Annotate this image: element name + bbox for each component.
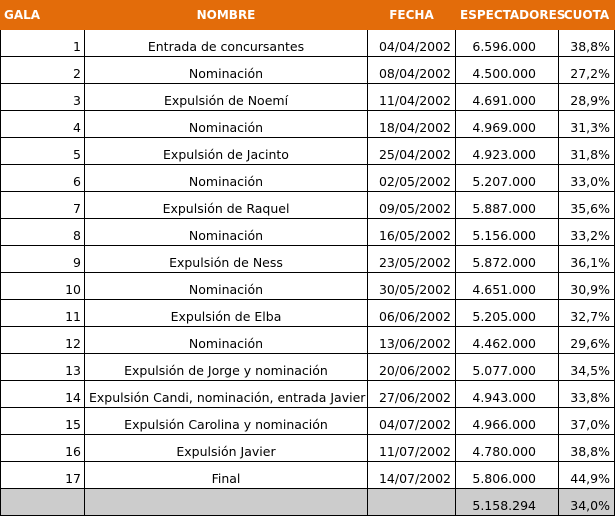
nombre-cell: Expulsión de Ness: [85, 246, 368, 273]
nombre-cell: Nominación: [85, 57, 368, 84]
table-row: [1, 354, 615, 381]
espectadores-cell: 5.207.000: [456, 165, 559, 192]
nombre-cell: Expulsión Javier: [85, 435, 368, 462]
header-row: [1, 1, 615, 30]
fecha-cell: 11/04/2002: [368, 84, 456, 111]
nombre-cell: Nominación: [85, 219, 368, 246]
table-row: [1, 84, 615, 111]
fecha-cell: 14/07/2002: [368, 462, 456, 489]
espectadores-cell: 5.887.000: [456, 192, 559, 219]
fecha-cell: 27/06/2002: [368, 381, 456, 408]
gala-cell: 9: [1, 246, 85, 273]
espectadores-cell: 4.500.000: [456, 57, 559, 84]
espectadores-cell: 6.596.000: [456, 30, 559, 57]
cuota-cell: 34,5%: [559, 354, 615, 381]
nombre-cell: Expulsión de Jorge y nominación: [85, 354, 368, 381]
table-row: [1, 327, 615, 354]
cuota-cell: 32,7%: [559, 300, 615, 327]
table-body: [1, 30, 615, 489]
fecha-cell: 04/07/2002: [368, 408, 456, 435]
gala-cell: 16: [1, 435, 85, 462]
espectadores-cell: 5.077.000: [456, 354, 559, 381]
gala-cell: 7: [1, 192, 85, 219]
nombre-cell: Final: [85, 462, 368, 489]
fecha-cell: 04/04/2002: [368, 30, 456, 57]
cuota-cell: 33,2%: [559, 219, 615, 246]
nombre-cell: Expulsión Carolina y nominación: [85, 408, 368, 435]
gala-cell: 10: [1, 273, 85, 300]
espectadores-cell: 4.943.000: [456, 381, 559, 408]
column-header-espectadores: ESPECTADORES: [456, 1, 559, 30]
table-row: [1, 192, 615, 219]
totals-row: [1, 489, 615, 516]
espectadores-cell: 5.872.000: [456, 246, 559, 273]
nombre-cell: Expulsión Candi, nominación, entrada Javier: [85, 381, 368, 408]
espectadores-cell: 4.651.000: [456, 273, 559, 300]
table-row: [1, 273, 615, 300]
gala-cell: 8: [1, 219, 85, 246]
gala-cell: 6: [1, 165, 85, 192]
gala-cell: 13: [1, 354, 85, 381]
nombre-cell: Expulsión de Jacinto: [85, 138, 368, 165]
cuota-cell: 38,8%: [559, 435, 615, 462]
totals-fecha-cell: [368, 489, 456, 516]
gala-cell: 15: [1, 408, 85, 435]
gala-cell: 11: [1, 300, 85, 327]
table-row: [1, 462, 615, 489]
totals-gala-cell: [1, 489, 85, 516]
espectadores-cell: 4.780.000: [456, 435, 559, 462]
column-header-cuota: CUOTA: [559, 1, 615, 30]
nombre-cell: Expulsión de Raquel: [85, 192, 368, 219]
table-row: [1, 111, 615, 138]
gala-cell: 2: [1, 57, 85, 84]
cuota-cell: 31,3%: [559, 111, 615, 138]
cuota-cell: 44,9%: [559, 462, 615, 489]
fecha-cell: 30/05/2002: [368, 273, 456, 300]
column-header-nombre: NOMBRE: [85, 1, 368, 30]
espectadores-cell: 5.806.000: [456, 462, 559, 489]
fecha-cell: 23/05/2002: [368, 246, 456, 273]
table-row: [1, 435, 615, 462]
column-header-gala: GALA: [1, 1, 85, 30]
fecha-cell: 02/05/2002: [368, 165, 456, 192]
total-espectadores: 5.158.294: [456, 489, 559, 516]
fecha-cell: 08/04/2002: [368, 57, 456, 84]
fecha-cell: 13/06/2002: [368, 327, 456, 354]
fecha-cell: 16/05/2002: [368, 219, 456, 246]
column-header-fecha: FECHA: [368, 1, 456, 30]
total-cuota: 34,0%: [559, 489, 615, 516]
nombre-cell: Nominación: [85, 273, 368, 300]
table-row: [1, 219, 615, 246]
espectadores-cell: 4.969.000: [456, 111, 559, 138]
cuota-cell: 30,9%: [559, 273, 615, 300]
cuota-cell: 31,8%: [559, 138, 615, 165]
fecha-cell: 20/06/2002: [368, 354, 456, 381]
table-row: [1, 381, 615, 408]
gala-cell: 1: [1, 30, 85, 57]
cuota-cell: 35,6%: [559, 192, 615, 219]
fecha-cell: 11/07/2002: [368, 435, 456, 462]
table-row: [1, 138, 615, 165]
espectadores-cell: 5.156.000: [456, 219, 559, 246]
table-row: [1, 300, 615, 327]
fecha-cell: 18/04/2002: [368, 111, 456, 138]
fecha-cell: 09/05/2002: [368, 192, 456, 219]
cuota-cell: 33,0%: [559, 165, 615, 192]
espectadores-cell: 4.966.000: [456, 408, 559, 435]
espectadores-cell: 5.205.000: [456, 300, 559, 327]
nombre-cell: Nominación: [85, 165, 368, 192]
table-row: [1, 408, 615, 435]
gala-cell: 14: [1, 381, 85, 408]
table-row: [1, 30, 615, 57]
cuota-cell: 28,9%: [559, 84, 615, 111]
cuota-cell: 38,8%: [559, 30, 615, 57]
fecha-cell: 25/04/2002: [368, 138, 456, 165]
cuota-cell: 36,1%: [559, 246, 615, 273]
espectadores-cell: 4.462.000: [456, 327, 559, 354]
nombre-cell: Nominación: [85, 327, 368, 354]
nombre-cell: Expulsión de Noemí: [85, 84, 368, 111]
fecha-cell: 06/06/2002: [368, 300, 456, 327]
table-row: [1, 165, 615, 192]
nombre-cell: Nominación: [85, 111, 368, 138]
gala-cell: 3: [1, 84, 85, 111]
totals-nombre-cell: [85, 489, 368, 516]
table-row: [1, 57, 615, 84]
gala-cell: 17: [1, 462, 85, 489]
gala-cell: 4: [1, 111, 85, 138]
cuota-cell: 29,6%: [559, 327, 615, 354]
espectadores-cell: 4.923.000: [456, 138, 559, 165]
cuota-cell: 27,2%: [559, 57, 615, 84]
cuota-cell: 37,0%: [559, 408, 615, 435]
gala-cell: 5: [1, 138, 85, 165]
cuota-cell: 33,8%: [559, 381, 615, 408]
table-row: [1, 246, 615, 273]
espectadores-cell: 4.691.000: [456, 84, 559, 111]
gala-cell: 12: [1, 327, 85, 354]
nombre-cell: Entrada de concursantes: [85, 30, 368, 57]
nombre-cell: Expulsión de Elba: [85, 300, 368, 327]
